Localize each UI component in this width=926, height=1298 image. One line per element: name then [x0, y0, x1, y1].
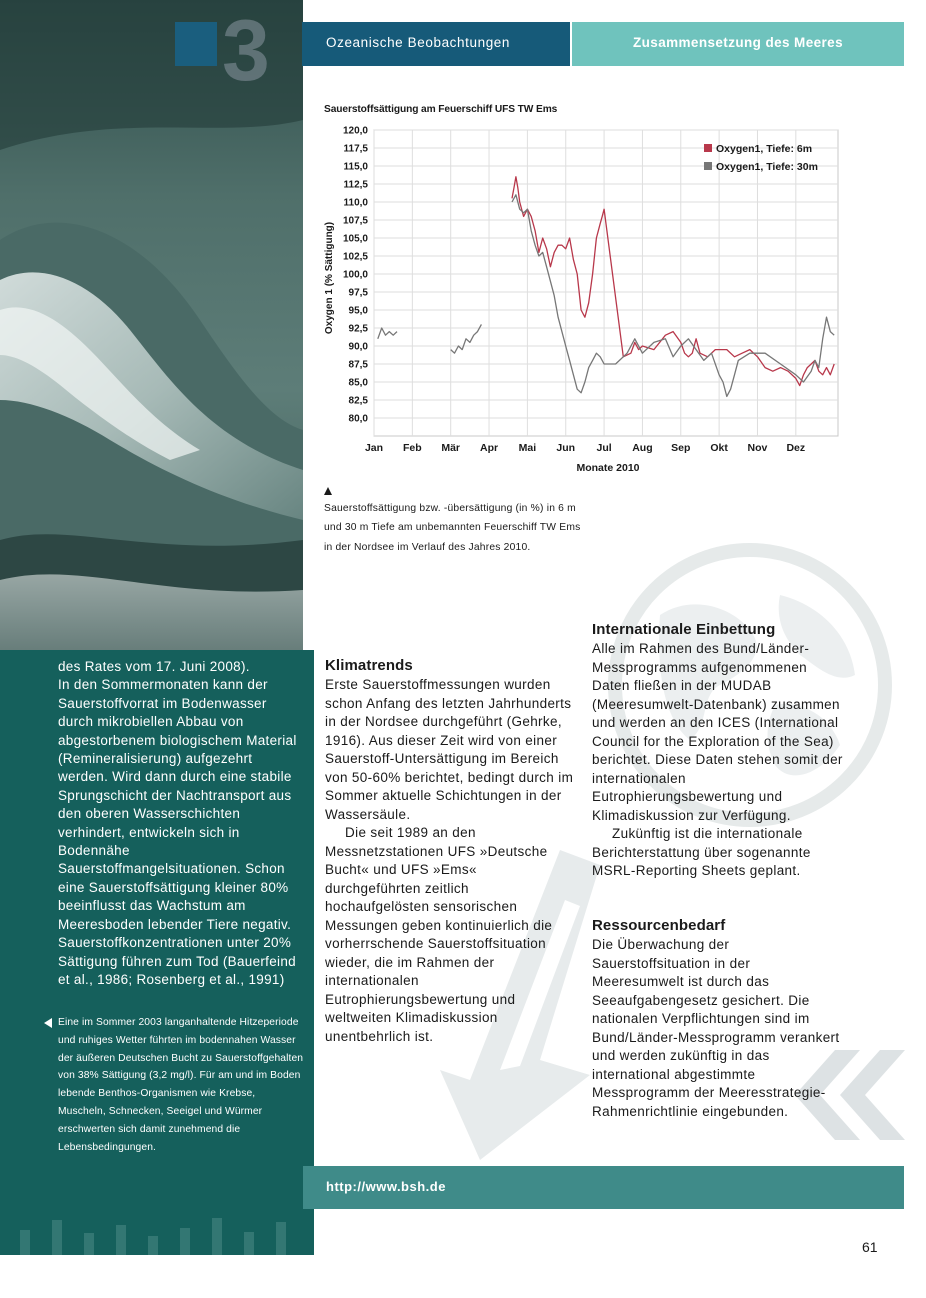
left-paragraph: des Rates vom 17. Juni 2008). [58, 659, 250, 674]
chart-plot-area [374, 130, 838, 436]
caption-arrow-left-icon [44, 1018, 52, 1028]
chart-y-tick-label: 97,5 [348, 287, 368, 299]
chart-y-tick-label: 115,0 [343, 161, 368, 173]
international-paragraph-1: Alle im Rahmen des Bund/Länder-Messprogramms aufgenommenen Daten fließen in der MUDAB (Meeresumwelt-Datenbank) zusammen und werden an den ICES (International Council for the Exploration of the Sea) berichtet. Diese Daten stehen somit der internationalen Eutrophierungsbewertung und Klimadiskussion zur Verfügung. [592, 641, 843, 823]
chart-y-ticks [343, 126, 368, 425]
chart-x-tick-label: Aug [632, 442, 653, 454]
chart-x-tick-label: Jun [556, 442, 576, 454]
chart-y-tick-label: 117,5 [343, 143, 368, 155]
ressourcen-paragraph-1: Die Überwachung der Sauerstoffsituation in der Meeresumwelt ist durch das Seeaufgabengesetz gesichert. Die nationalen Verpflichtungen sind im Bund/Länder-Messprogramm verankert und werden zukünftig in das international abgestimmte Messprogramm der Meeresstrategie-Rahmenrichtlinie eingebunden. [592, 937, 840, 1119]
left-paragraph: In den Sommermonaten kann der Sauerstoffvorrat im Bodenwasser durch mikrobiellen Abbau von abgestorbenem biologischem Material (Remineralisierung) aufgezehrt werden. Wird dann durch eine stabile Sprungschicht der Nachtransport aus den oberen Wasserschichten verhindert, entwickeln sich in Bodennähe Sauerstoffmangelsituationen. Schon eine Sauerstoffsättigung kleiner 80% beeinflusst das Wachstum am Meeresboden lebender Tiere negativ. Sauerstoffkonzentrationen unter 20% Sättigung führen zum Tod (Bauerfeind et al., 1986; Rosenberg et al., 1991) [58, 677, 297, 987]
chart-caption [324, 487, 584, 557]
chart-x-tick-label: Jul [596, 442, 612, 454]
heading-ressourcen: Ressourcenbedarf [592, 917, 726, 934]
chart-y-label: Oxygen 1 (% Sättigung) [324, 221, 335, 335]
chart-y-tick-label: 120,0 [342, 125, 368, 137]
chart-x-tick-label: Nov [747, 442, 768, 454]
chart-grid [374, 130, 838, 436]
section-header-right [572, 22, 904, 66]
footer-link-bar [303, 1166, 904, 1209]
bars-decoration-icon [0, 1200, 314, 1255]
chart-x-tick-label: Mär [441, 442, 461, 454]
chart-x-tick-label: Sep [671, 442, 691, 454]
international-paragraph-2: Zukünftig ist die internationale Berichterstattung über sogenannte MSRL-Reporting Sheets geplant. [592, 826, 811, 878]
chart-y-tick-label: 95,0 [348, 305, 368, 317]
chart-y-tick-label: 87,5 [348, 359, 368, 371]
chart-y-tick-label: 90,0 [348, 341, 368, 353]
left-body-text [58, 658, 304, 989]
section-ressourcen [592, 916, 844, 1121]
section-klimatrends [325, 656, 575, 1046]
klimatrends-paragraph-2: Die seit 1989 an den Messnetzstationen UFS »Deutsche Bucht« und UFS »Ems« durchgeführten zeitlich hochaufgelösten sensorischen Messungen geben kontinuierlich die vorherrschende Sauerstoffsituation wieder, die im Rahmen der internationalen Eutrophierungsbewertung und weltweiten Klimadiskussion unentbehrlich ist. [325, 825, 553, 1044]
bsh-link[interactable]: http://www.bsh.de [326, 1179, 446, 1194]
chart-x-tick-label: Dez [786, 442, 806, 454]
chart-y-tick-label: 107,5 [342, 215, 368, 227]
left-sidebar [0, 650, 314, 1255]
chapter-number: 3 [222, 3, 270, 99]
section-title: Ozeanische Beobachtungen [326, 35, 511, 50]
chart-x-ticks [365, 442, 805, 454]
subsection-title: Zusammensetzung des Meeres [633, 35, 843, 50]
chart-legend-label: Oxygen1, Tiefe: 6m [716, 143, 813, 155]
chart-x-tick-label: Apr [479, 442, 499, 454]
chart-legend-swatch [704, 144, 712, 152]
chart-y-tick-label: 110,0 [343, 197, 368, 209]
chart-x-tick-label: Okt [710, 442, 728, 454]
chart-y-tick-label: 102,5 [342, 251, 368, 263]
chart-legend-swatch [704, 162, 712, 170]
chart-x-tick-label: Mai [518, 442, 537, 454]
chart-y-tick-label: 100,0 [342, 269, 368, 281]
chart-legend-label: Oxygen1, Tiefe: 30m [716, 161, 818, 173]
photo-caption [44, 1014, 306, 1156]
chapter-color-block [175, 22, 217, 66]
chart-y-tick-label: 92,5 [348, 323, 368, 335]
chart-y-tick-label: 80,0 [348, 413, 368, 425]
chart-y-tick-label: 112,5 [343, 179, 368, 191]
heading-international: Internationale Einbettung [592, 621, 776, 638]
page-number: 61 [862, 1239, 878, 1255]
chart-title: Sauerstoffsättigung am Feuerschiff UFS TW Ems [324, 104, 558, 115]
chart-x-label: Monate 2010 [576, 462, 640, 474]
chart-caption-text: Sauerstoffsättigung bzw. -übersättigung (in %) in 6 m und 30 m Tiefe am unbemannten Feuerschiff TW Ems in der Nordsee im Verlauf des Jahres 2010. [324, 503, 581, 553]
chart-y-tick-label: 85,0 [348, 377, 368, 389]
oxygen-chart [318, 118, 848, 480]
klimatrends-paragraph-1: Erste Sauerstoffmessungen wurden schon Anfang des letzten Jahrhunderts in der Nordsee durchgeführt (Gehrke, 1916). Aus dieser Zeit wird von einer Sauerstoff-Untersättigung im Bereich von 50-60% berichtet, bedingt durch im Sommer aktuelle Schichtungen in der Wassersäule. [325, 677, 574, 822]
section-header-left [302, 22, 570, 66]
chart-x-tick-label: Feb [403, 442, 422, 454]
chart-y-tick-label: 82,5 [348, 395, 368, 407]
chart-y-tick-label: 105,0 [342, 233, 368, 245]
section-international [592, 620, 844, 881]
photo-caption-text: Eine im Sommer 2003 langanhaltende Hitzeperiode und ruhiges Wetter führten im bodennahen Wasser der äußeren Deutschen Bucht zu Sauerstoffgehalten von 38% Sättigung (3,2 mg/l). Für am und im Boden lebende Benthos-Organismen wie Krebse, Muscheln, Schnecken, Seeigel und Würmer erschwerten sich damit zunehmend die Lebensbedingungen. [58, 1017, 304, 1153]
chart-x-tick-label: Jan [364, 442, 384, 454]
caption-triangle-icon [324, 487, 332, 495]
heading-klimatrends: Klimatrends [325, 657, 413, 674]
